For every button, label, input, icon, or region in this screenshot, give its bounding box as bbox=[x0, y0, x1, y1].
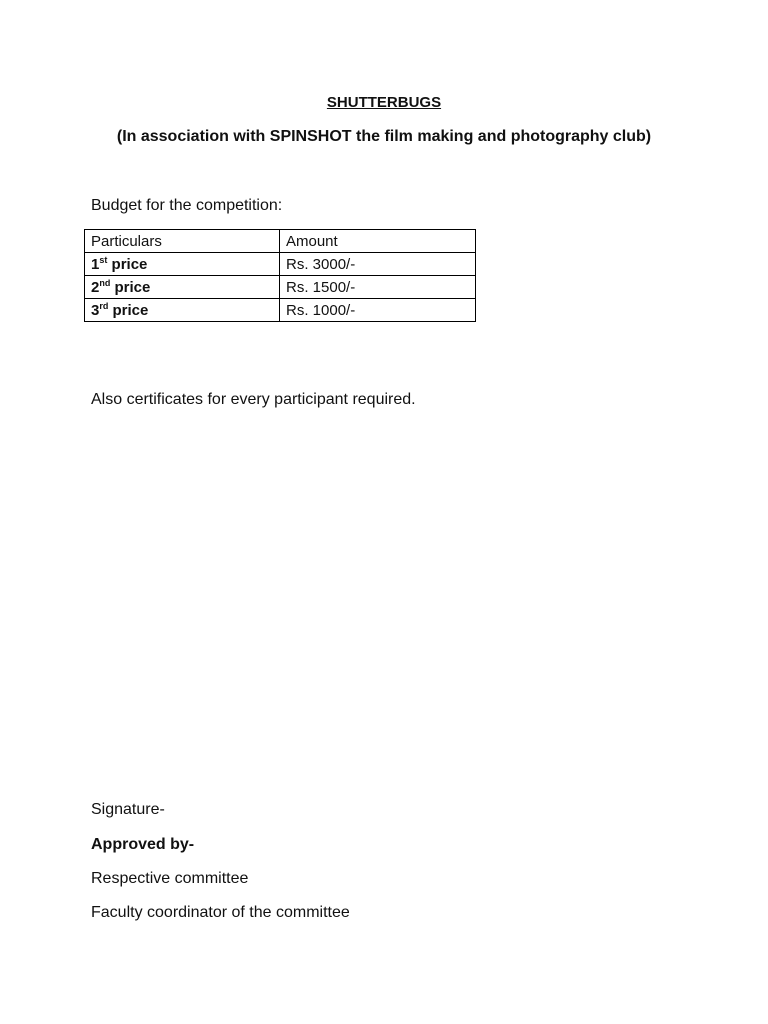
certificates-note: Also certificates for every participant required. bbox=[91, 391, 416, 408]
table-cell-amount: Rs. 3000/- bbox=[280, 253, 476, 276]
table-cell-amount: Rs. 1000/- bbox=[280, 299, 476, 322]
table-header-row bbox=[85, 230, 476, 253]
prize-ordinal-suffix: st bbox=[99, 254, 108, 265]
table-cell-particular bbox=[85, 253, 280, 276]
table-row bbox=[85, 253, 476, 276]
signature-line: Signature- bbox=[91, 801, 165, 818]
budget-heading: Budget for the competition: bbox=[91, 197, 283, 214]
prize-ordinal: 1 bbox=[91, 255, 100, 273]
table-row bbox=[85, 276, 476, 299]
document-title: SHUTTERBUGS bbox=[326, 94, 442, 111]
table-cell-particular bbox=[85, 299, 280, 322]
respective-committee-line: Respective committee bbox=[91, 870, 249, 887]
table-header-amount: Amount bbox=[280, 230, 476, 253]
budget-table bbox=[84, 229, 476, 322]
table-cell-amount: Rs. 1500/- bbox=[280, 276, 476, 299]
approved-by-heading: Approved by- bbox=[91, 836, 195, 853]
prize-ordinal-suffix: rd bbox=[99, 300, 109, 311]
table-row bbox=[85, 299, 476, 322]
prize-label: price bbox=[110, 278, 151, 296]
prize-ordinal: 2 bbox=[91, 278, 100, 296]
table-header-particulars: Particulars bbox=[85, 230, 280, 253]
document-subtitle: (In association with SPINSHOT the film making and photography club) bbox=[116, 128, 652, 145]
prize-label: price bbox=[108, 301, 149, 319]
prize-ordinal-suffix: nd bbox=[99, 277, 111, 288]
prize-ordinal: 3 bbox=[91, 301, 100, 319]
table-cell-particular bbox=[85, 276, 280, 299]
faculty-coordinator-line: Faculty coordinator of the committee bbox=[91, 904, 350, 921]
prize-label: price bbox=[107, 255, 148, 273]
